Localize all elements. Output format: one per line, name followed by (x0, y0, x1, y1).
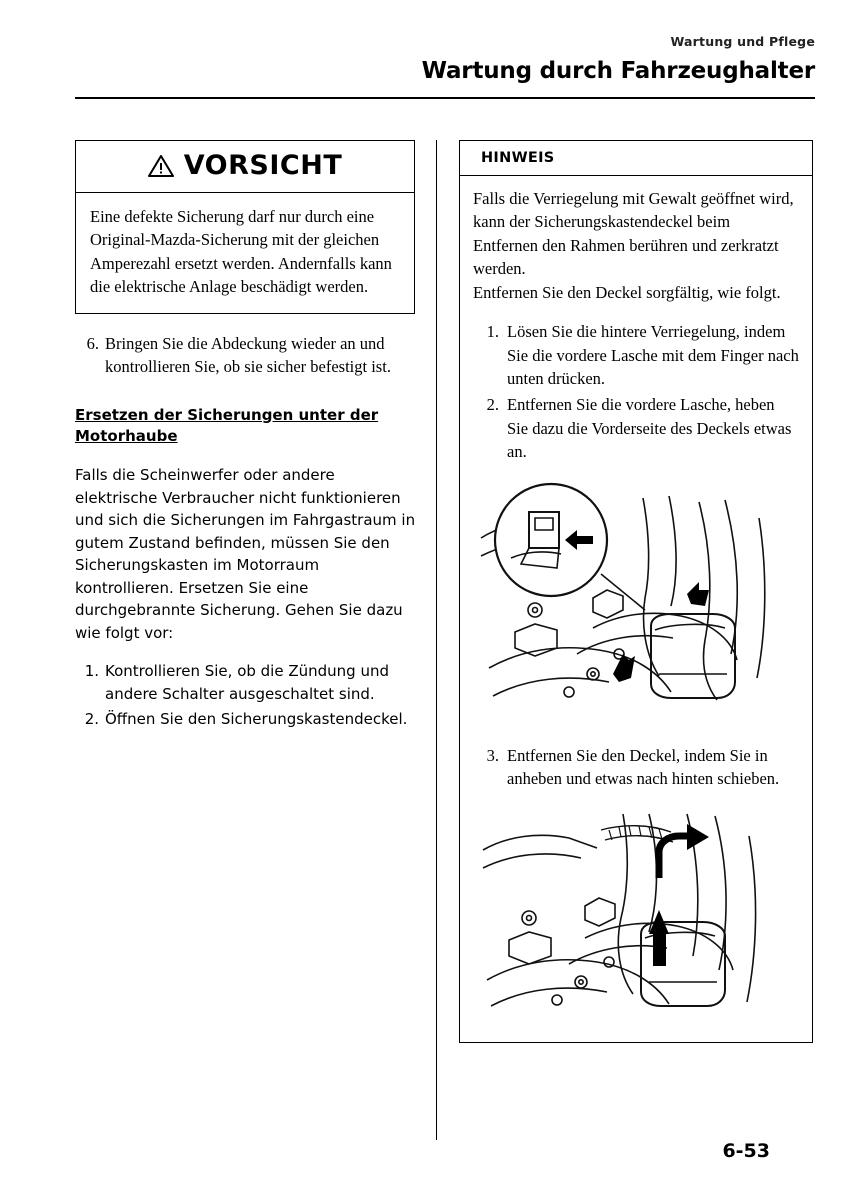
list-item (473, 744, 799, 791)
page-header (75, 34, 815, 84)
list-item-marker: 2. (84, 710, 99, 729)
list-item-marker: 1. (486, 322, 499, 342)
notice-title: HINWEIS (460, 141, 812, 176)
list-item (473, 320, 799, 390)
notice-step-3-list (473, 744, 799, 791)
warning-triangle-icon (148, 154, 174, 178)
step-6-text: Bringen Sie die Abdeckung wieder an und kontrollieren Sie, ob sie sicher befestigt ist. (105, 333, 391, 377)
list-item-marker: 2. (486, 395, 499, 415)
notice-box (459, 140, 813, 1043)
list-item-text: Kontrollieren Sie, ob die Zündung und andere Schalter ausgeschaltet sind. (105, 662, 389, 703)
right-column (459, 140, 815, 1043)
header-kicker: Wartung und Pflege (670, 34, 815, 49)
section-intro-text: Falls die Scheinwerfer oder andere elektrische Verbraucher nicht funktionieren und sich die Sicherungen im Fahrgastraum in gutem Zustand befinden, müssen Sie den Sicherungskasten im Motorraum kontrollieren. Ersetzen Sie eine durchgebrannte Sicherung. Gehen Sie dazu wie folgt vor: (75, 466, 416, 642)
list-item-marker: 1. (84, 662, 99, 681)
page-number: 6-53 (722, 1140, 770, 1162)
caution-header (76, 141, 414, 193)
list-item-marker: 3. (486, 745, 499, 765)
list-item (473, 393, 799, 463)
left-column (75, 140, 417, 734)
step-6 (75, 332, 417, 379)
list-item-text: Entfernen Sie den Deckel, indem Sie in anheben und etwas nach hinten schieben. (507, 745, 780, 789)
step-6-marker: 6. (86, 333, 99, 353)
page-title: Wartung durch Fahrzeughalter (421, 58, 815, 84)
section-subheading: Ersetzen der Sicherungen unter der Motorhaube (75, 405, 379, 446)
caution-body: Eine defekte Sicherung darf nur durch eine Original-Mazda-Sicherung mit der gleichen Amperezahl ersetzt werden. Andernfalls kann die elektrische Anlage beschädigt werden. (90, 207, 392, 297)
caution-title: VORSICHT (183, 150, 343, 181)
list-item (75, 708, 417, 731)
list-item-text: Entfernen Sie die vordere Lasche, heben Sie dazu die Vorderseite des Deckels etwas an. (507, 395, 792, 462)
list-item (75, 660, 417, 705)
fuse-box-cover-removal-illustration (473, 806, 799, 1026)
list-item-text: Öffnen Sie den Sicherungskastendeckel. (105, 710, 408, 729)
notice-paragraph-1: Falls die Verriegelung mit Gewalt geöffnet wird, kann der Sicherungskastendeckel beim Entfernen den Rahmen berühren und zerkratzt werden. (473, 189, 794, 279)
notice-paragraph-2: Entfernen Sie den Deckel sorgfältig, wie folgt. (473, 282, 781, 302)
column-divider (436, 140, 437, 1140)
fuse-box-cover-front-tab-illustration (473, 478, 799, 728)
caution-box (75, 140, 415, 314)
notice-body (460, 176, 812, 1042)
header-divider (75, 97, 815, 99)
notice-steps-list (473, 320, 799, 464)
procedure-list (75, 660, 417, 731)
list-item-text: Lösen Sie die hintere Verriegelung, indem Sie die vordere Lasche mit dem Finger nach unten drücken. (507, 322, 799, 388)
